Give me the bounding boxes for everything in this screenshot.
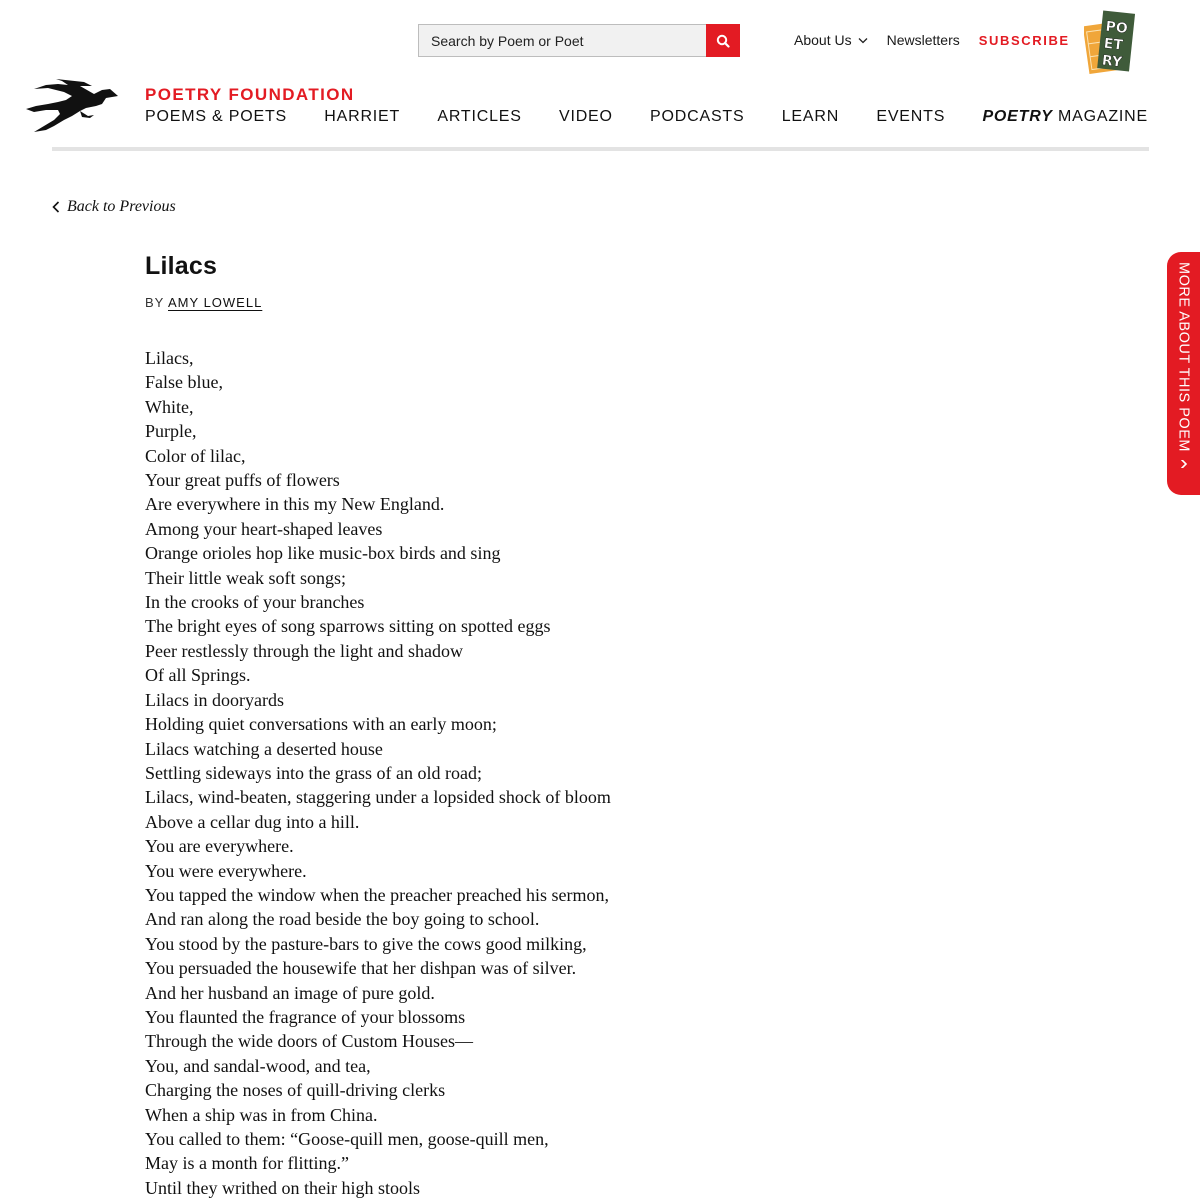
poem-line: Your great puffs of flowers (145, 470, 340, 491)
pegasus-icon (24, 76, 120, 134)
poem-line: Among your heart-shaped leaves (145, 518, 383, 539)
poem-line: Lilacs, (145, 348, 194, 368)
poem-line: Above a cellar dug into a hill. (145, 811, 360, 832)
poem-line: You called to them: “Goose-quill men, goose-quill men, (145, 1129, 549, 1149)
magazine-cover-icon (1084, 10, 1136, 76)
nav-events[interactable]: EVENTS (876, 108, 946, 125)
poem-line: Settling sideways into the grass of an old road; (145, 762, 482, 783)
nav-poetry-magazine-bold: POETRY (982, 108, 1053, 125)
more-about-label: MORE ABOUT THIS POEM (1175, 262, 1192, 452)
author-link[interactable]: AMY LOWELL (168, 295, 263, 310)
poem-line: Charging the noses of quill-driving clerks (145, 1080, 446, 1101)
nav-podcasts[interactable]: PODCASTS (650, 108, 745, 125)
back-to-previous-link[interactable] (52, 198, 176, 216)
poem-line: You were everywhere. (145, 860, 307, 881)
pegasus-logo[interactable] (24, 76, 120, 134)
poem-line: Of all Springs. (145, 665, 251, 686)
nav-poetry-magazine[interactable] (982, 108, 1148, 126)
poem-line: You tapped the window when the preacher preached his sermon, (145, 884, 610, 905)
main-nav (145, 108, 1148, 126)
poem-line: You persuaded the housewife that her dishpan was of silver. (145, 958, 577, 979)
nav-harriet[interactable]: HARRIET (324, 108, 401, 125)
nav-articles[interactable]: ARTICLES (437, 108, 522, 125)
back-label: Back to Previous (67, 198, 176, 215)
nav-poems-poets[interactable]: POEMS & POETS (145, 108, 287, 125)
nav-poetry-magazine-rest: MAGAZINE (1052, 108, 1148, 125)
more-about-this-poem-tab[interactable] (1167, 252, 1200, 495)
poem-line: In the crooks of your branches (145, 592, 365, 613)
poem-line: White, (145, 396, 194, 417)
poem-line: You, and sandal-wood, and tea, (145, 1055, 371, 1076)
utility-nav (794, 32, 1070, 48)
poem-title: Lilacs (145, 252, 218, 280)
poem-line: The bright eyes of song sparrows sitting on spotted eggs (145, 616, 551, 637)
search-icon (716, 34, 730, 48)
poem-line: Purple, (145, 421, 197, 442)
poem-body (145, 346, 611, 1200)
chevron-left-icon (52, 201, 60, 213)
svg-text:PO: PO (1104, 18, 1129, 38)
poem-line: And ran along the road beside the boy going to school. (145, 909, 540, 930)
poem-line: You are everywhere. (145, 836, 294, 857)
poem-line: You flaunted the fragrance of your blossoms (145, 1006, 466, 1027)
poem-line: May is a month for flitting.” (145, 1153, 349, 1174)
nav-video[interactable]: VIDEO (558, 108, 613, 125)
by-label: BY (145, 295, 165, 310)
search-input[interactable] (418, 24, 706, 57)
brand-name[interactable]: POETRY FOUNDATION (145, 85, 355, 104)
poem-line: Color of lilac, (145, 445, 246, 466)
poem-line: Until they writhed on their high stools (145, 1177, 420, 1198)
poem-line: False blue, (145, 372, 223, 393)
poem-line: Peer restlessly through the light and shadow (145, 640, 463, 661)
poem-line: Lilacs in dooryards (145, 689, 284, 710)
poem-line: Their little weak soft songs; (145, 567, 346, 588)
chevron-down-icon (1178, 460, 1190, 468)
poem-line: Through the wide doors of Custom Houses— (145, 1031, 473, 1052)
poem-line: Lilacs, wind-beaten, staggering under a lopsided shock of bloom (145, 787, 611, 808)
about-us-menu[interactable] (794, 32, 868, 48)
byline (145, 295, 262, 310)
search-button[interactable] (706, 24, 740, 57)
poem-line: Orange orioles hop like music-box birds and sing (145, 543, 501, 564)
newsletters-link[interactable]: Newsletters (886, 32, 960, 48)
poem-line: And her husband an image of pure gold. (145, 982, 435, 1003)
poem-line: Are everywhere in this my New England. (145, 494, 445, 515)
nav-divider (52, 147, 1149, 151)
svg-text:ET: ET (1102, 35, 1124, 54)
poem-line: Lilacs watching a deserted house (145, 738, 383, 759)
about-us-label: About Us (794, 32, 852, 48)
search-form (418, 24, 740, 57)
nav-learn[interactable]: LEARN (781, 108, 840, 125)
subscribe-link[interactable]: SUBSCRIBE (978, 32, 1070, 48)
poetry-magazine-logo[interactable] (1084, 10, 1136, 76)
chevron-down-icon (858, 37, 868, 44)
poem-line: Holding quiet conversations with an early moon; (145, 714, 497, 735)
poem-line: You stood by the pasture-bars to give the cows good milking, (145, 933, 587, 954)
svg-text:RY: RY (1101, 52, 1123, 71)
poem-line: When a ship was in from China. (145, 1104, 378, 1125)
